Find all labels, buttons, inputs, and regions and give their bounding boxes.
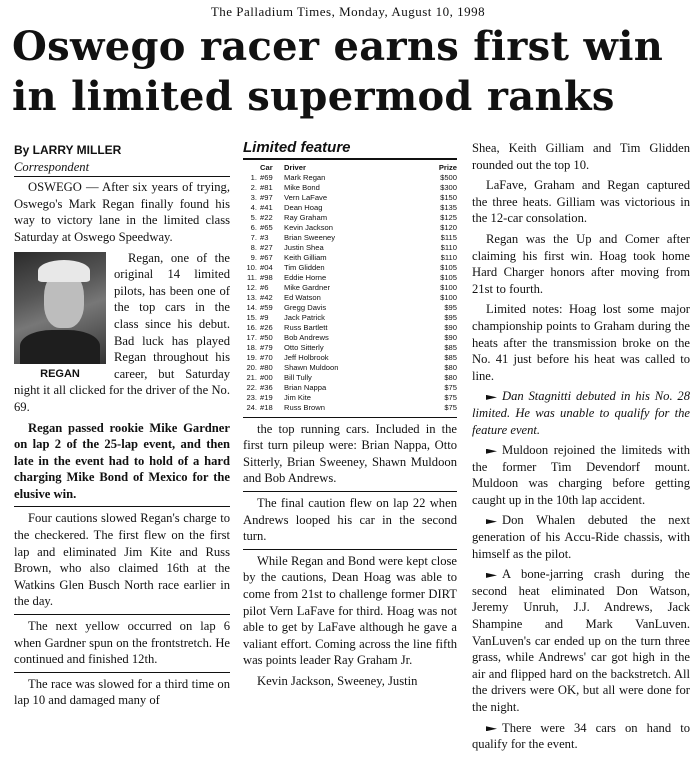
result-car: #97 (260, 192, 273, 202)
result-row (243, 183, 457, 193)
result-driver: Brian Sweeney (284, 232, 336, 242)
result-pos: 16. (246, 322, 257, 332)
divider (243, 417, 457, 418)
result-row (243, 173, 457, 183)
note-text: There were 34 cars on hand to qualify for the event. (472, 720, 690, 752)
result-pos: 4. (250, 202, 257, 212)
result-prize: $110 (440, 242, 457, 252)
result-driver: Justin Shea (284, 242, 324, 252)
paragraph: OSWEGO — After six years of trying, Oswego's Mark Regan finally found his way to victory lane in the limited class Saturday at Oswego Speedway. (14, 180, 230, 244)
paragraph: While Regan and Bond were kept close by the cautions, Dean Hoag was able to come from 21st to challenge former DIRT pilot Vern LaFave for third. Hoag was not able to get by LaFave although he gave a valiant effort. Coming across the line fifth was points leader Ray Graham Jr. (243, 553, 457, 668)
result-pos: 13. (246, 292, 257, 302)
note-text: Muldoon rejoined the limiteds with the former Tim Devendorf mount. Muldoon was charging before getting caught up in the 10th lap accident. (472, 443, 690, 507)
result-row (243, 193, 457, 203)
result-prize: $75 (444, 382, 457, 392)
result-prize: $135 (440, 202, 457, 212)
result-prize: $150 (440, 192, 457, 202)
result-row (243, 253, 457, 263)
result-car: #50 (260, 332, 273, 342)
result-driver: Jack Patrick (284, 312, 325, 322)
results-list (243, 173, 457, 413)
result-driver: Jim Kite (284, 392, 312, 402)
result-pos: 21. (246, 372, 257, 382)
result-pos: 19. (246, 352, 257, 362)
result-prize: $500 (440, 172, 457, 182)
result-driver: Jeff Holbrook (284, 352, 329, 362)
paragraph (472, 720, 690, 753)
note-text: Dan Stagnitti debuted in his No. 28 limited. He was unable to qualify for the feature event. (472, 389, 690, 437)
result-prize: $95 (444, 302, 457, 312)
result-driver: Brian Nappa (284, 382, 327, 392)
result-row (243, 383, 457, 393)
byline-role: Correspondent (14, 159, 230, 178)
result-prize: $125 (440, 212, 457, 222)
result-row (243, 323, 457, 333)
result-row (243, 373, 457, 383)
result-prize: $105 (440, 272, 457, 282)
result-row (243, 333, 457, 343)
result-pos: 2. (250, 182, 257, 192)
result-car: #67 (260, 252, 273, 262)
result-row (243, 393, 457, 403)
result-row (243, 273, 457, 283)
result-car: #70 (260, 352, 273, 362)
result-car: #9 (260, 312, 269, 322)
result-pos: 14. (246, 302, 257, 312)
result-prize: $115 (440, 232, 457, 242)
result-driver: Russ Brown (284, 402, 325, 412)
result-pos: 17. (246, 332, 257, 342)
result-pos: 7. (250, 232, 257, 242)
result-prize: $95 (444, 312, 457, 322)
article-column-3 (472, 140, 690, 757)
result-row (243, 303, 457, 313)
result-driver: Bill Tully (284, 372, 312, 382)
masthead-dateline: The Palladium Times, Monday, August 10, 1998 (210, 4, 486, 19)
result-row (243, 233, 457, 243)
result-driver: Gregg Davis (284, 302, 327, 312)
results-title: Limited feature (243, 140, 457, 160)
results-header-prize: Prize (438, 162, 457, 172)
result-pos: 8. (250, 242, 257, 252)
paragraph: The next yellow occurred on lap 6 when Gardner spun on the frontstretch. He continued and finished 12th. (14, 619, 230, 667)
result-car: #27 (260, 242, 273, 252)
result-driver: Vern LaFave (284, 192, 328, 202)
paragraph: The final caution flew on lap 22 when Andrews looped his car in the second turn. (243, 495, 457, 544)
result-driver: Ray Graham (284, 212, 328, 222)
result-car: #81 (260, 182, 273, 192)
result-driver: Bob Andrews (284, 332, 329, 342)
result-car: #42 (260, 292, 273, 302)
result-car: #65 (260, 222, 273, 232)
result-prize: $75 (444, 402, 457, 412)
result-prize: $100 (440, 282, 457, 292)
paragraph: Regan, one of the original 14 limited pilots, has been one of the top cars in the class since his debut. Bad luck has played Regan throughout his career, but Saturday night it all clicked for the driver of the No. 69. (14, 250, 230, 414)
result-driver: Mike Bond (284, 182, 320, 192)
result-prize: $110 (440, 252, 457, 262)
result-car: #22 (260, 212, 273, 222)
paragraph: the top running cars. Included in the first turn pileup were: Brian Nappa, Otto Sitterly, Brian Sweeney, Shawn Muldoon and Bob Andrews. (243, 421, 457, 486)
bullet-icon (486, 519, 497, 524)
result-driver: Ed Watson (284, 292, 321, 302)
result-row (243, 363, 457, 373)
result-driver: Tim Glidden (284, 262, 325, 272)
result-row (243, 403, 457, 413)
result-pos: 22. (246, 382, 257, 392)
result-pos: 10. (246, 262, 257, 272)
result-car: #69 (260, 172, 273, 182)
result-car: #36 (260, 382, 273, 392)
divider (14, 614, 230, 615)
result-car: #26 (260, 322, 273, 332)
result-prize: $85 (444, 342, 457, 352)
result-prize: $80 (444, 372, 457, 382)
result-driver: Shawn Muldoon (284, 362, 339, 372)
result-prize: $85 (444, 352, 457, 362)
paragraph (472, 388, 690, 438)
result-car: #19 (260, 392, 273, 402)
divider (14, 506, 230, 507)
divider (14, 672, 230, 673)
result-row (243, 313, 457, 323)
result-driver: Mike Gardner (284, 282, 331, 292)
note-text: Don Whalen debuted the next generation of his Accu-Ride chassis, with himself as the pilot. (472, 513, 690, 561)
results-header-driver: Driver (284, 162, 306, 172)
result-pos: 11. (247, 272, 257, 282)
result-driver: Kevin Jackson (284, 222, 333, 232)
paragraph: Regan passed rookie Mike Gardner on lap 2 of the 25-lap event, and then late in the event had to hold of a hard charging Mike Bond of Mexico for the elusive win. (14, 420, 230, 501)
paragraph (472, 566, 690, 715)
result-row (243, 223, 457, 233)
result-prize: $300 (440, 182, 457, 192)
result-prize: $105 (440, 262, 457, 272)
result-driver: Russ Bartlett (284, 322, 328, 332)
photo-shoulders (20, 330, 100, 364)
results-header-car: Car (260, 162, 273, 172)
byline: By LARRY MILLER (14, 143, 122, 157)
result-car: #41 (260, 202, 273, 212)
result-pos: 18. (246, 342, 257, 352)
article-column-1 (14, 140, 230, 713)
results-header (243, 163, 457, 173)
result-car: #59 (260, 302, 273, 312)
paragraph (472, 442, 690, 508)
result-car: #00 (260, 372, 273, 382)
result-pos: 24. (246, 402, 257, 412)
result-pos: 5. (250, 212, 257, 222)
result-row (243, 283, 457, 293)
result-driver: Mark Regan (284, 172, 326, 182)
result-pos: 1. (250, 172, 257, 182)
article-column-2 (243, 140, 457, 694)
paragraph (472, 512, 690, 562)
divider (243, 549, 457, 550)
results-box (243, 140, 457, 413)
result-row (243, 293, 457, 303)
result-car: #98 (260, 272, 273, 282)
result-row (243, 353, 457, 363)
divider (243, 491, 457, 492)
result-row (243, 243, 457, 253)
result-prize: $75 (444, 392, 457, 402)
photo-block (14, 252, 106, 383)
result-car: #80 (260, 362, 273, 372)
bullet-icon (486, 395, 497, 400)
result-prize: $120 (440, 222, 457, 232)
paragraph: Kevin Jackson, Sweeney, Justin (257, 673, 418, 688)
result-pos: 6. (250, 222, 257, 232)
paragraph: Regan was the Up and Comer after claiming his first win. Hoag took home Hard Charger honors after moving from 21st to fourth. (472, 231, 690, 296)
result-pos: 9. (250, 252, 257, 262)
paragraph: The race was slowed for a third time on lap 10 and damaged many of (14, 676, 230, 708)
note-text: A bone-jarring crash during the second heat eliminated Don Watson, Jeremy Unruh, J.J. Andrews, Jack Shampine and Mark VanLuven. VanLuven's car ended up on the turn three grass, while Andrews' car got high in the air and flipped hard on the backstretch. All the drivers were OK, but all were done for the night. (472, 567, 690, 714)
result-driver: Eddie Horne (284, 272, 327, 282)
photo-cap (38, 260, 90, 282)
bullet-icon (486, 573, 497, 578)
result-driver: Dean Hoag (284, 202, 323, 212)
bullet-icon (486, 449, 497, 454)
result-pos: 20. (246, 362, 257, 372)
result-row (243, 203, 457, 213)
paragraph: Four cautions slowed Regan's charge to the checkered. The first flew on the first lap and eliminated Jim Kite and Russ Brown, who also claimed 16th at the Watkins Glen Busch North race earlier in the day. (14, 511, 230, 609)
photo-caption: REGAN (40, 367, 80, 380)
result-pos: 3. (250, 192, 257, 202)
result-driver: Keith Gilliam (284, 252, 327, 262)
result-row (243, 263, 457, 273)
result-car: #04 (260, 262, 273, 272)
result-prize: $90 (444, 322, 457, 332)
result-pos: 15. (246, 312, 257, 322)
result-car: #79 (260, 342, 273, 352)
result-prize: $80 (444, 362, 457, 372)
result-pos: 12. (246, 282, 257, 292)
results-header-pos (243, 163, 260, 173)
result-row (243, 343, 457, 353)
result-driver: Otto Sitterly (284, 342, 324, 352)
driver-photo (14, 252, 106, 364)
result-car: #18 (260, 402, 273, 412)
paragraph: Shea, Keith Gilliam and Tim Glidden rounded out the top 10. (472, 141, 690, 172)
result-car: #6 (260, 282, 269, 292)
paragraph: Limited notes: Hoag lost some major championship points to Graham during the heats after the transmission broke on the No. 41 just before his heat was called to line. (472, 302, 690, 383)
result-prize: $100 (440, 292, 457, 302)
article-headline: Oswego racer earns first win in limited supermod ranks (12, 23, 664, 120)
result-car: #3 (260, 232, 269, 242)
result-row (243, 213, 457, 223)
result-pos: 23. (246, 392, 257, 402)
paragraph: LaFave, Graham and Regan captured the three heats. Gilliam was victorious in the 12-car consolation. (472, 178, 690, 226)
result-prize: $90 (444, 332, 457, 342)
